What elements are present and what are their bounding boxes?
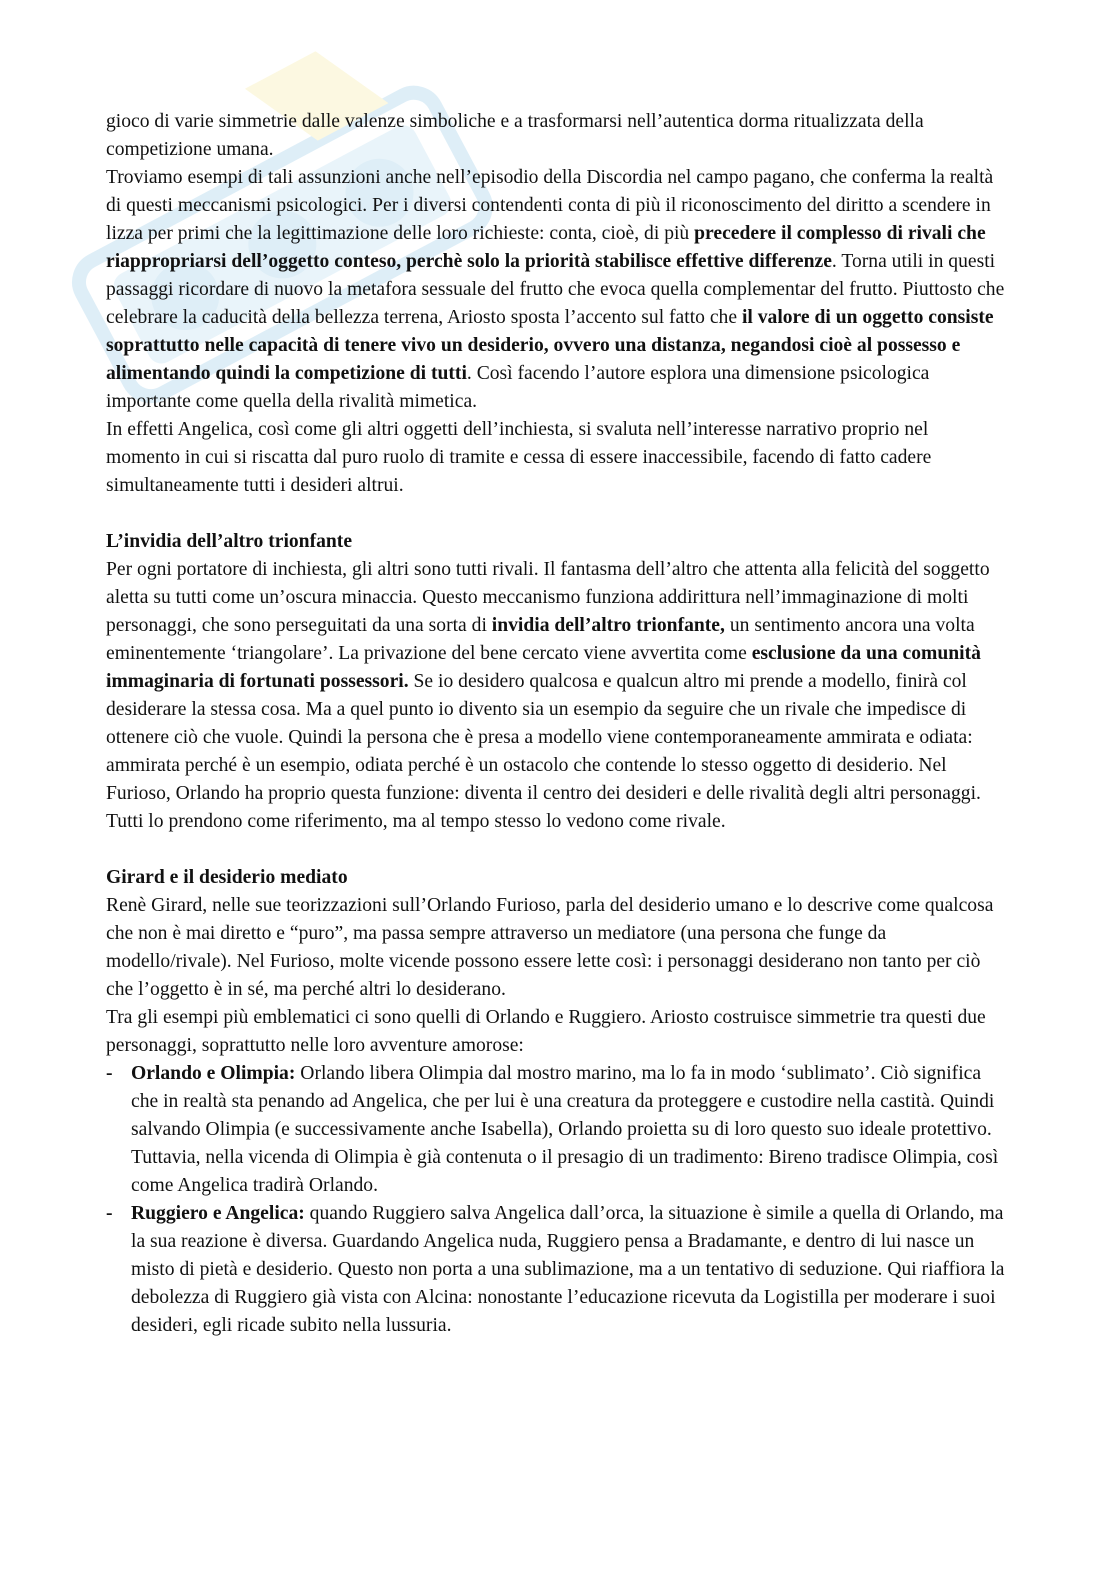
text-run: . Torna utili in questi passaggi ricordare di nuovo la metafora sessuale del frutto che evoca quella complementar del frutto. Piuttosto che celebrare la caducità della bellezza terrena, Ariosto sposta l’accento sul fatto che — [106, 251, 1005, 328]
list-item-text — [131, 1203, 1005, 1336]
list-item-text — [131, 1063, 998, 1196]
section-girard — [106, 864, 1006, 1340]
examples-list — [106, 1060, 1006, 1340]
text-run: un sentimento ancora una volta eminentemente ‘triangolare’. La privazione del bene cercato viene avvertita come — [106, 615, 975, 664]
paragraph — [106, 416, 1006, 500]
bold-text: Ruggiero e Angelica: — [131, 1203, 305, 1224]
bold-text: il valore di un oggetto consiste soprattutto nelle capacità di tenere vivo un desiderio, ovvero una distanza, negandosi cioè al possesso e alimentando quindi la competizione di tutti — [106, 307, 994, 384]
paragraph — [106, 1004, 1006, 1060]
paragraph — [106, 164, 1006, 416]
text-run: gioco di varie simmetrie dalle valenze simboliche e a trasformarsi nell’autentica dorma ritualizzata della competizione umana. — [106, 111, 924, 160]
intro-section — [106, 108, 1006, 500]
section-invidia — [106, 528, 1006, 836]
paragraph — [106, 556, 1006, 836]
bold-text: precedere il complesso di rivali che riappropriarsi dell’oggetto conteso, perchè solo la priorità stabilisce effettive differenze — [106, 223, 986, 272]
text-run: Se io desidero qualcosa e qualcun altro mi prende a modello, finirà col desiderare la stessa cosa. Ma a quel punto io divento sia un esempio da seguire che un rivale che impedisce di ottenere ciò che vuole. Quindi la persona che è presa a modello viene contemporaneamente ammirata e odiata: ammirata perché è un esempio, odiata perché è un ostacolo che contende lo stesso oggetto di desiderio. Nel Furioso, Orlando ha proprio questa funzione: diventa il centro dei desideri e delle rivalità degli altri personaggi. Tutti lo prendono come riferimento, ma al tempo stesso lo vedono come rivale. — [106, 671, 981, 832]
paragraph — [106, 108, 1006, 164]
dash-bullet-icon: - — [106, 1063, 113, 1084]
section-heading: Girard e il desiderio mediato — [106, 867, 348, 888]
dash-bullet-icon: - — [106, 1203, 113, 1224]
list-item — [106, 1200, 1006, 1340]
bold-text: Orlando e Olimpia: — [131, 1063, 296, 1084]
text-run: Per ogni portatore di inchiesta, gli altri sono tutti rivali. Il fantasma dell’altro che attenta alla felicità del soggetto aletta su tutti come un’oscura minaccia. Questo meccanismo funziona addirittura nell’immaginazione di molti personaggi, che sono perseguitati da una sorta di — [106, 559, 990, 636]
document-page — [106, 108, 1006, 1340]
text-run: In effetti Angelica, così come gli altri oggetti dell’inchiesta, si svaluta nell’interesse narrativo proprio nel momento in cui si riscatta dal puro ruolo di tramite e cessa di essere inaccessibile, facendo di fatto cadere simultaneamente tutti i desideri altrui. — [106, 419, 932, 496]
text-run: Tra gli esempi più emblematici ci sono quelli di Orlando e Ruggiero. Ariosto costruisce simmetrie tra questi due personaggi, soprattutto nelle loro avventure amorose: — [106, 1007, 986, 1056]
list-item — [106, 1060, 1006, 1200]
text-run: quando Ruggiero salva Angelica dall’orca, la situazione è simile a quella di Orlando, ma la sua reazione è diversa. Guardando Angelica nuda, Ruggiero pensa a Bradamante, e dentro di lui nasce un misto di pietà e desiderio. Questo non porta a una sublimazione, ma a un tentativo di seduzione. Qui riaffiora la debolezza di Ruggiero già vista con Alcina: nonostante l’educazione ricevuta da Logistilla per moderare i suoi desideri, egli ricade subito nella lussuria. — [131, 1203, 1005, 1336]
text-run: Orlando libera Olimpia dal mostro marino, ma lo fa in modo ‘sublimato’. Ciò significa che in realtà sta penando ad Angelica, che per lui è una creatura da proteggere e custodire nella castità. Quindi salvando Olimpia (e successivamente anche Isabella), Orlando proietta su di loro questo suo ideale protettivo. Tuttavia, nella vicenda di Olimpia è già contenuta o il presagio di un tradimento: Bireno tradisce Olimpia, così come Angelica tradirà Orlando. — [131, 1063, 999, 1196]
section-heading: L’invidia dell’altro trionfante — [106, 531, 353, 552]
text-run: Troviamo esempi di tali assunzioni anche nell’episodio della Discordia nel campo pagano, che conferma la realtà di questi meccanismi psicologici. Per i diversi contendenti conta di più il riconoscimento del diritto a scendere in lizza per primi che la legittimazione delle loro richieste: conta, cioè, di più — [106, 167, 994, 244]
paragraph — [106, 892, 1006, 1004]
text-run: Renè Girard, nelle sue teorizzazioni sull’Orlando Furioso, parla del desiderio umano e lo descrive come qualcosa che non è mai diretto e “puro”, ma passa sempre attraverso un mediatore (una persona che funge da modello/rivale). Nel Furioso, molte vicende possono essere lette così: i personaggi desiderano non tanto per ciò che l’oggetto è in sé, ma perché altri lo desiderano. — [106, 895, 994, 1000]
text-run: . Così facendo l’autore esplora una dimensione psicologica importante come quella della rivalità mimetica. — [106, 363, 930, 412]
bold-text: esclusione da una comunità immaginaria di fortunati possessori. — [106, 643, 981, 692]
bold-text: invidia dell’altro trionfante, — [491, 615, 725, 636]
